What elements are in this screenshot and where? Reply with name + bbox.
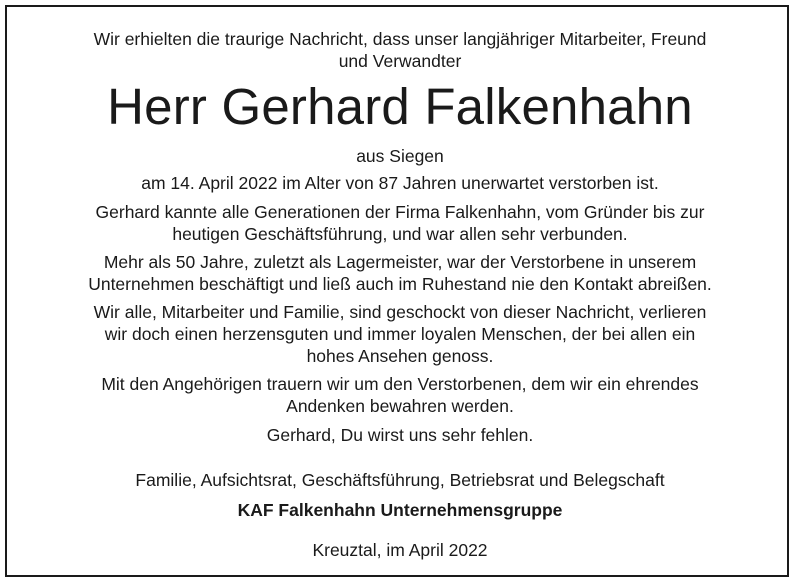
paragraph-1-line-2: heutigen Geschäftsführung, und war allen sehr verbunden. [172, 224, 628, 244]
intro-line-2: und Verwandter [338, 51, 462, 71]
deceased-name: Herr Gerhard Falkenhahn [107, 78, 693, 135]
paragraph-2-line-1: Mehr als 50 Jahre, zuletzt als Lagermeister, war der Verstorbene in unserem [103, 252, 697, 272]
paragraph-1-line-1: Gerhard kannte alle Generationen der Firma Falkenhahn, vom Gründer bis zur [95, 202, 705, 222]
paragraph-4-line-2: Andenken bewahren werden. [286, 396, 514, 416]
place-date-line: Kreuztal, im April 2022 [312, 540, 488, 560]
intro-line-1: Wir erhielten die traurige Nachricht, dass unser langjähriger Mitarbeiter, Freund [93, 29, 707, 49]
paragraph-4-line-1: Mit den Angehörigen trauern wir um den Verstorbenen, dem wir ein ehrendes [101, 374, 699, 394]
signatories-line: Familie, Aufsichtsrat, Geschäftsführung, Betriebsrat und Belegschaft [135, 470, 665, 490]
paragraph-2-line-2: Unternehmen beschäftigt und ließ auch im Ruhestand nie den Kontakt abreißen. [88, 274, 712, 294]
company-name: KAF Falkenhahn Unternehmensgruppe [237, 500, 563, 520]
paragraph-3-line-2: wir doch einen herzensguten und immer loyalen Menschen, der bei allen ein [104, 324, 696, 344]
paragraph-3-line-1: Wir alle, Mitarbeiter und Familie, sind geschockt von dieser Nachricht, verlieren [93, 302, 707, 322]
paragraph-3-line-3: hohes Ansehen genoss. [306, 346, 494, 366]
death-line: am 14. April 2022 im Alter von 87 Jahren unerwartet verstorben ist. [141, 173, 659, 193]
origin-line: aus Siegen [356, 146, 444, 166]
farewell-line: Gerhard, Du wirst uns sehr fehlen. [266, 425, 534, 445]
